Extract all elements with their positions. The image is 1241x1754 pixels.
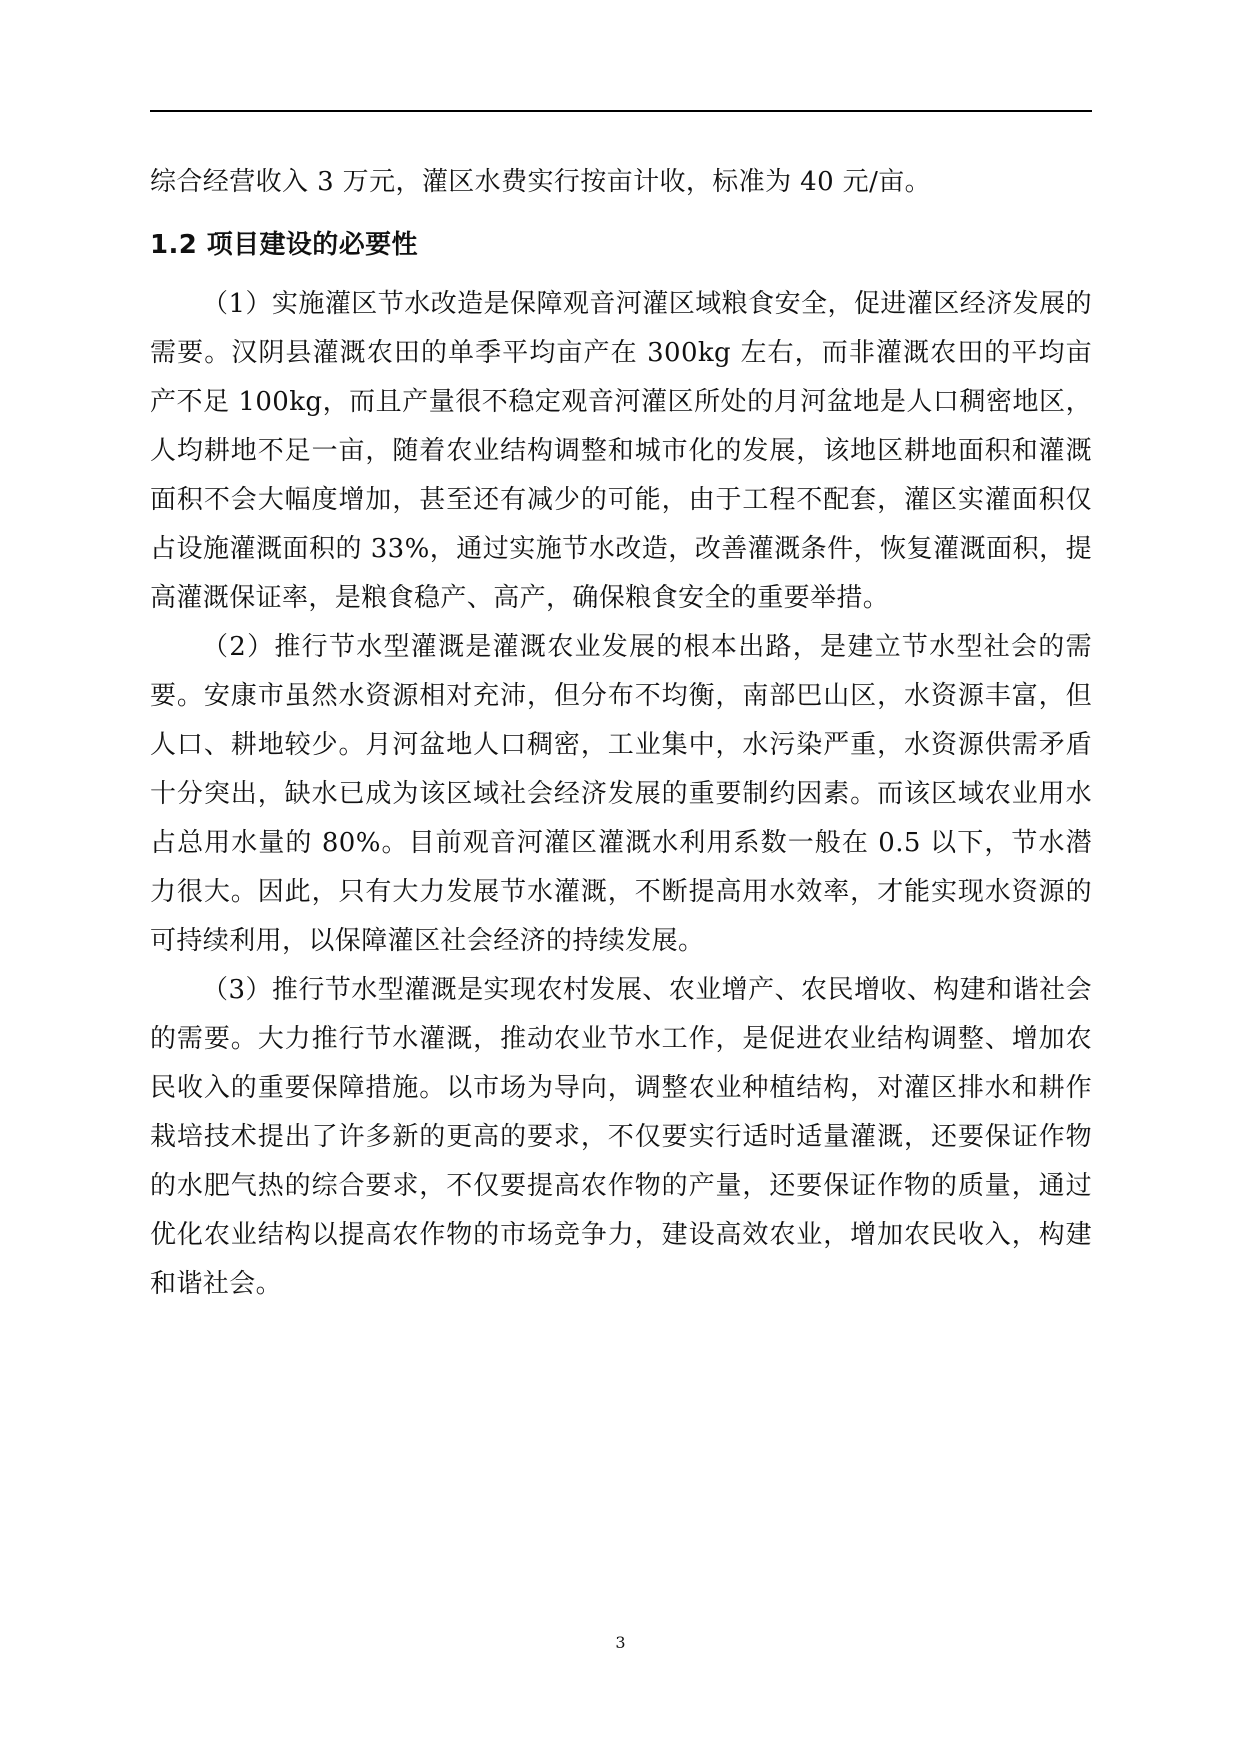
intro-paragraph: 综合经营收入 3 万元，灌区水费实行按亩计收，标准为 40 元/亩。 [150, 167, 932, 197]
paragraph-2: （2）推行节水型灌溉是灌溉农业发展的根本出路，是建立节水型社会的需要。安康市虽然水资源相对充沛，但分布不均衡，南部巴山区，水资源丰富，但人口、耕地较少。月河盆地人口稠密，工业集中，水污染严重，水资源供需矛盾十分突出，缺水已成为该区域社会经济发展的重要制约因素。而该区域农业用水占总用水量的 80%。目前观音河灌区灌溉水利用系数一般在 0.5 以下，节水潜力很大。因此，只有大力发展节水灌溉，不断提高用水效率，才能实现水资源的可持续利用，以保障灌区社会经济的持续发展。 [150, 632, 1092, 956]
page-body [150, 158, 1092, 1309]
page-number: 3 [615, 1633, 626, 1652]
section-heading: 1.2 项目建设的必要性 [150, 230, 418, 260]
paragraph-3: （3）推行节水型灌溉是实现农村发展、农业增产、农民增收、构建和谐社会的需要。大力推行节水灌溉，推动农业节水工作，是促进农业结构调整、增加农民收入的重要保障措施。以市场为导向，调整农业种植结构，对灌区排水和耕作栽培技术提出了许多新的更高的要求，不仅要实行适时适量灌溉，还要保证作物的水肥气热的综合要求，不仅要提高农作物的产量，还要保证作物的质量，通过优化农业结构以提高农作物的市场竞争力，建设高效农业，增加农民收入，构建和谐社会。 [150, 975, 1092, 1299]
header-rule [150, 110, 1092, 112]
paragraph-1: （1）实施灌区节水改造是保障观音河灌区域粮食安全，促进灌区经济发展的需要。汉阴县灌溉农田的单季平均亩产在 300kg 左右，而非灌溉农田的平均亩产不足 100kg，而且产量很不稳定观音河灌区所处的月河盆地是人口稠密地区，人均耕地不足一亩，随着农业结构调整和城市化的发展，该地区耕地面积和灌溉面积不会大幅度增加，甚至还有减少的可能，由于工程不配套，灌区实灌面积仅占设施灌溉面积的 33%，通过实施节水改造，改善灌溉条件，恢复灌溉面积，提高灌溉保证率，是粮食稳产、高产，确保粮食安全的重要举措。 [150, 289, 1092, 613]
